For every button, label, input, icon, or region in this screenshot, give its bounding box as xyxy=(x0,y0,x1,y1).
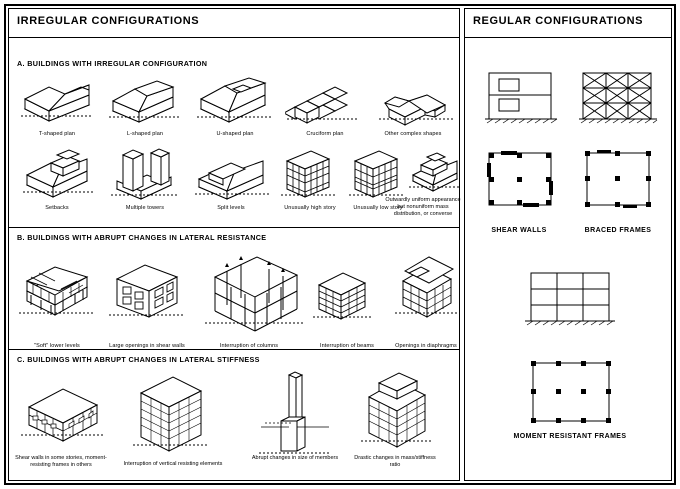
figure-drastic-changes-mass-stiffness xyxy=(355,367,435,461)
caption-shear-walls: SHEAR WALLS xyxy=(491,227,547,234)
figure-t-shaped-plan xyxy=(19,75,95,130)
caption-setbacks: Setbacks xyxy=(45,205,69,211)
section-b-label: B. BUILDINGS WITH ABRUPT CHANGES IN LATERAL RESISTANCE xyxy=(17,233,267,242)
caption-interruption-of-beams: Interruption of beams xyxy=(319,343,375,349)
caption-interruption-of-columns: Interruption of columns xyxy=(219,343,279,349)
figure-cruciform-plan xyxy=(285,75,363,130)
section-divider-bc xyxy=(9,349,459,350)
caption-shear-walls-some-stories: Shear walls in some stories, moment-resisting frames in others xyxy=(15,455,107,469)
right-title-divider xyxy=(465,37,671,38)
figure-interruption-of-columns xyxy=(201,249,307,335)
section-c-label: C. BUILDINGS WITH ABRUPT CHANGES IN LATERAL STIFFNESS xyxy=(17,355,260,364)
figure-outwardly-uniform xyxy=(407,149,463,201)
caption-braced-frames: BRACED FRAMES xyxy=(584,227,652,234)
figure-unusually-low-story xyxy=(345,143,405,205)
caption-abrupt-changes-size-members: Abrupt changes in size of members xyxy=(251,455,339,461)
figure-setbacks xyxy=(21,145,97,203)
figure-soft-lower-levels xyxy=(17,257,97,327)
figure-other-complex-shapes xyxy=(375,75,455,130)
right-panel-title: REGULAR CONFIGURATIONS xyxy=(473,15,644,27)
figure-moment-frame-elevation xyxy=(521,267,621,337)
figure-braced-frame-plan xyxy=(579,147,657,211)
caption-cruciform-plan: Cruciform plan xyxy=(306,131,344,137)
caption-moment-resistant-frames: MOMENT RESISTANT FRAMES xyxy=(513,433,627,440)
caption-other-complex-shapes: Other complex shapes xyxy=(384,131,442,137)
caption-outwardly-uniform: Outwardly uniform appearance but nonuniform mass distribution, or converse xyxy=(385,197,461,218)
caption-unusually-low-story: Unusually low story xyxy=(353,205,403,211)
figure-large-openings-shear-walls xyxy=(105,253,189,329)
figure-braced-frame-elevation xyxy=(575,67,661,133)
caption-u-shaped-plan: U-shaped plan xyxy=(216,131,254,137)
section-divider-ab xyxy=(9,227,459,228)
caption-unusually-high-story: Unusually high story xyxy=(284,205,336,211)
caption-t-shaped-plan: T-shaped plan xyxy=(38,131,76,137)
figure-unusually-high-story xyxy=(277,143,337,205)
caption-openings-in-diaphragms: Openings in diaphragms xyxy=(395,343,457,349)
figure-l-shaped-plan xyxy=(105,75,181,130)
section-a-label: A. BUILDINGS WITH IRREGULAR CONFIGURATION xyxy=(17,59,208,68)
figure-interruption-of-beams xyxy=(309,265,375,327)
figure-moment-frame-plan xyxy=(525,357,617,429)
figure-shear-walls-some-stories xyxy=(17,377,109,449)
caption-drastic-changes-mass-stiffness: Drastic changes in mass/stiffness ratio xyxy=(354,455,436,469)
figure-split-levels xyxy=(193,153,271,203)
figure-u-shaped-plan xyxy=(193,75,273,130)
caption-multiple-towers: Multiple towers xyxy=(125,205,165,211)
caption-split-levels: Split levels xyxy=(217,205,245,211)
left-title-divider xyxy=(9,37,459,38)
caption-interruption-vertical-elements: Interruption of vertical resisting elements xyxy=(123,461,223,467)
irregular-configurations-panel xyxy=(8,8,460,481)
figure-shear-wall-plan xyxy=(483,147,557,211)
regular-configurations-panel xyxy=(464,8,672,481)
caption-soft-lower-levels: "Soft" lower levels xyxy=(34,343,80,349)
caption-large-openings-shear-walls: Large openings in shear walls xyxy=(109,343,185,349)
left-panel-title: IRREGULAR CONFIGURATIONS xyxy=(17,15,200,27)
figure-multiple-towers xyxy=(107,145,183,203)
figure-abrupt-changes-size-members xyxy=(255,369,335,463)
caption-l-shaped-plan: L-shaped plan xyxy=(126,131,164,137)
figure-openings-in-diaphragms xyxy=(393,247,461,333)
figure-interruption-vertical-elements xyxy=(127,365,213,461)
figure-shear-wall-elevation xyxy=(481,67,561,133)
